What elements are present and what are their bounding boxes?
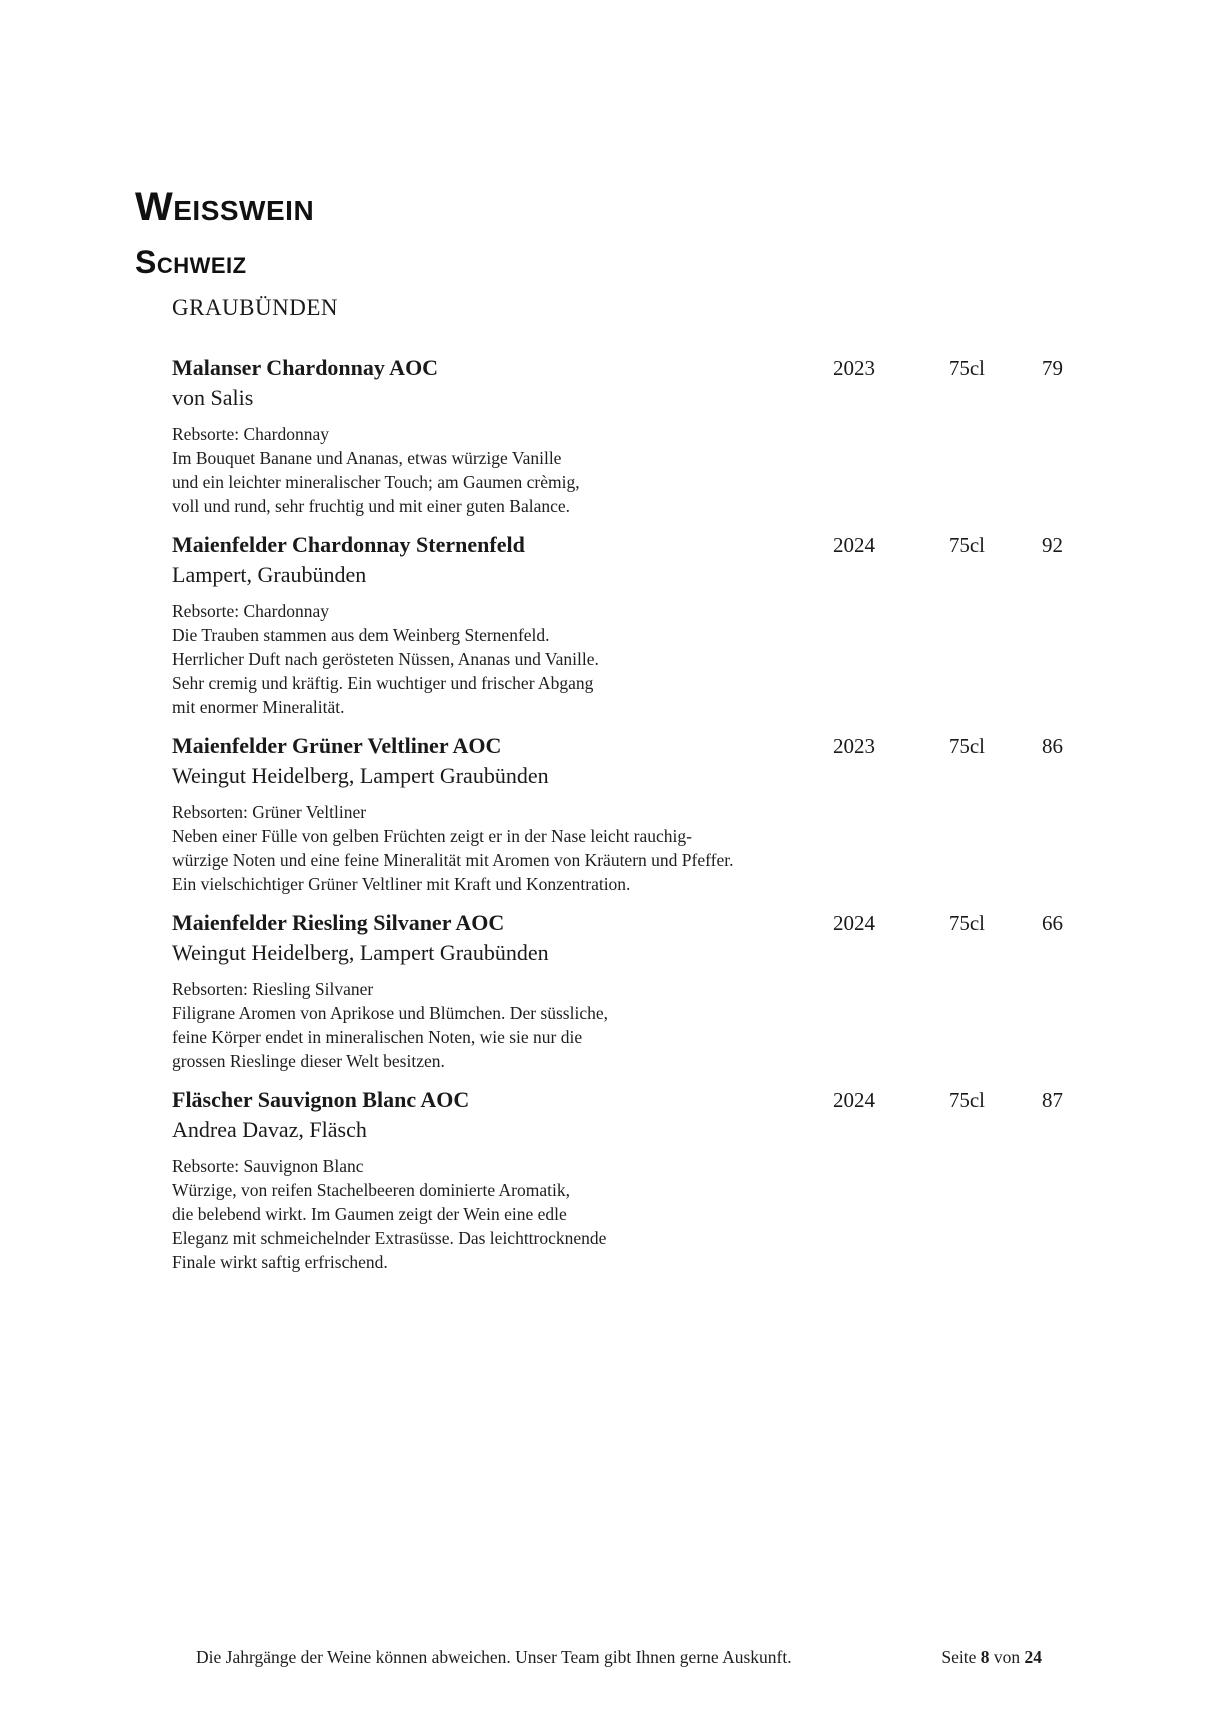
wine-description-line: würzige Noten und eine feine Mineralität mit Aromen von Kräutern und Pfeffer.: [172, 850, 734, 870]
wine-list: [172, 353, 1063, 1274]
wine-entry-header: [172, 731, 1063, 791]
wine-producer: Lampert, Graubünden: [172, 562, 367, 587]
wine-entry: [172, 731, 1063, 896]
wine-price: 79: [1042, 356, 1063, 380]
wine-description-line: Ein vielschichtiger Grüner Veltliner mit Kraft und Konzentration.: [172, 874, 631, 894]
wine-price: 92: [1042, 533, 1063, 557]
wine-bottle-size: 75cl: [948, 533, 985, 557]
wine-bottle-size: 75cl: [948, 1088, 985, 1112]
wine-description-line: Die Trauben stammen aus dem Weinberg Sternenfeld.: [172, 625, 550, 645]
wine-description-line: Rebsorten: Riesling Silvaner: [172, 979, 374, 999]
wine-bottle-size: 75cl: [948, 356, 985, 380]
page-number-current: 8: [980, 1647, 990, 1667]
wine-description: [172, 422, 1063, 518]
wine-description-line: Rebsorte: Chardonnay: [172, 601, 329, 621]
wine-description-line: Sehr cremig und kräftig. Ein wuchtiger und frischer Abgang: [172, 673, 594, 693]
wine-bottle-size: 75cl: [948, 911, 985, 935]
wine-description: [172, 1154, 1063, 1274]
wine-entry: [172, 908, 1063, 1073]
wine-entry-header: [172, 908, 1063, 968]
page-footer: [196, 1646, 1042, 1668]
page-number-total: 24: [1024, 1647, 1042, 1667]
wine-producer: Andrea Davaz, Fläsch: [172, 1117, 367, 1142]
wine-name-block: [172, 353, 805, 413]
wine-description-line: Herrlicher Duft nach gerösteten Nüssen, Ananas und Vanille.: [172, 649, 599, 669]
wine-description-line: und ein leichter mineralischer Touch; am Gaumen crèmig,: [172, 472, 580, 492]
wine-entry-header: [172, 353, 1063, 413]
wine-description: [172, 800, 1063, 896]
wine-description: [172, 599, 1063, 719]
wine-description-line: Rebsorten: Grüner Veltliner: [172, 802, 367, 822]
wine-name: Maienfelder Riesling Silvaner AOC: [172, 910, 505, 935]
wine-entry: [172, 530, 1063, 719]
region-heading: GRAUBÜNDEN: [172, 295, 338, 320]
wine-name: Fläscher Sauvignon Blanc AOC: [172, 1087, 470, 1112]
wine-description-line: Finale wirkt saftig erfrischend.: [172, 1252, 388, 1272]
wine-description-line: voll und rund, sehr fruchtig und mit einer guten Balance.: [172, 496, 571, 516]
wine-name: Maienfelder Grüner Veltliner AOC: [172, 733, 502, 758]
wine-vintage: 2023: [833, 734, 875, 758]
wine-description-line: Neben einer Fülle von gelben Früchten zeigt er in der Nase leicht rauchig-: [172, 826, 692, 846]
wine-price: 66: [1042, 911, 1063, 935]
country-title: Schweiz: [135, 244, 247, 280]
wine-description-line: Rebsorte: Sauvignon Blanc: [172, 1156, 364, 1176]
page-number-label: Seite: [941, 1647, 977, 1667]
wine-price: 86: [1042, 734, 1063, 758]
page-number: [941, 1646, 1042, 1668]
wine-description-line: Filigrane Aromen von Aprikose und Blümchen. Der süssliche,: [172, 1003, 608, 1023]
wine-description-line: die belebend wirkt. Im Gaumen zeigt der Wein eine edle: [172, 1204, 567, 1224]
wine-vintage: 2024: [833, 1088, 875, 1112]
wine-producer: Weingut Heidelberg, Lampert Graubünden: [172, 763, 549, 788]
wine-bottle-size: 75cl: [948, 734, 985, 758]
wine-description-line: grossen Rieslinge dieser Welt besitzen.: [172, 1051, 445, 1071]
wine-name-block: [172, 530, 805, 590]
wine-description-line: Würzige, von reifen Stachelbeeren dominierte Aromatik,: [172, 1180, 570, 1200]
wine-description-line: feine Körper endet in mineralischen Noten, wie sie nur die: [172, 1027, 583, 1047]
wine-name: Malanser Chardonnay AOC: [172, 355, 439, 380]
page-number-of-label: von: [993, 1647, 1021, 1667]
wine-vintage: 2024: [833, 911, 875, 935]
wine-description-line: mit enormer Mineralität.: [172, 697, 345, 717]
wine-description-line: Im Bouquet Banane und Ananas, etwas würzige Vanille: [172, 448, 562, 468]
wine-producer: von Salis: [172, 385, 254, 410]
wine-vintage: 2024: [833, 533, 875, 557]
wine-description: [172, 977, 1063, 1073]
wine-name: Maienfelder Chardonnay Sternenfeld: [172, 532, 525, 557]
wine-name-block: [172, 1085, 805, 1145]
wine-producer: Weingut Heidelberg, Lampert Graubünden: [172, 940, 549, 965]
wine-description-line: Rebsorte: Chardonnay: [172, 424, 329, 444]
wine-entry-header: [172, 530, 1063, 590]
wine-name-block: [172, 731, 805, 791]
wine-name-block: [172, 908, 805, 968]
wine-price: 87: [1042, 1088, 1063, 1112]
wine-description-line: Eleganz mit schmeichelnder Extrasüsse. Das leichttrocknende: [172, 1228, 607, 1248]
wine-entry: [172, 353, 1063, 518]
wine-vintage: 2023: [833, 356, 875, 380]
category-title: Weisswein: [135, 185, 315, 229]
wine-entry: [172, 1085, 1063, 1274]
wine-entry-header: [172, 1085, 1063, 1145]
footer-note: Die Jahrgänge der Weine können abweichen. Unser Team gibt Ihnen gerne Auskunft.: [196, 1647, 792, 1667]
